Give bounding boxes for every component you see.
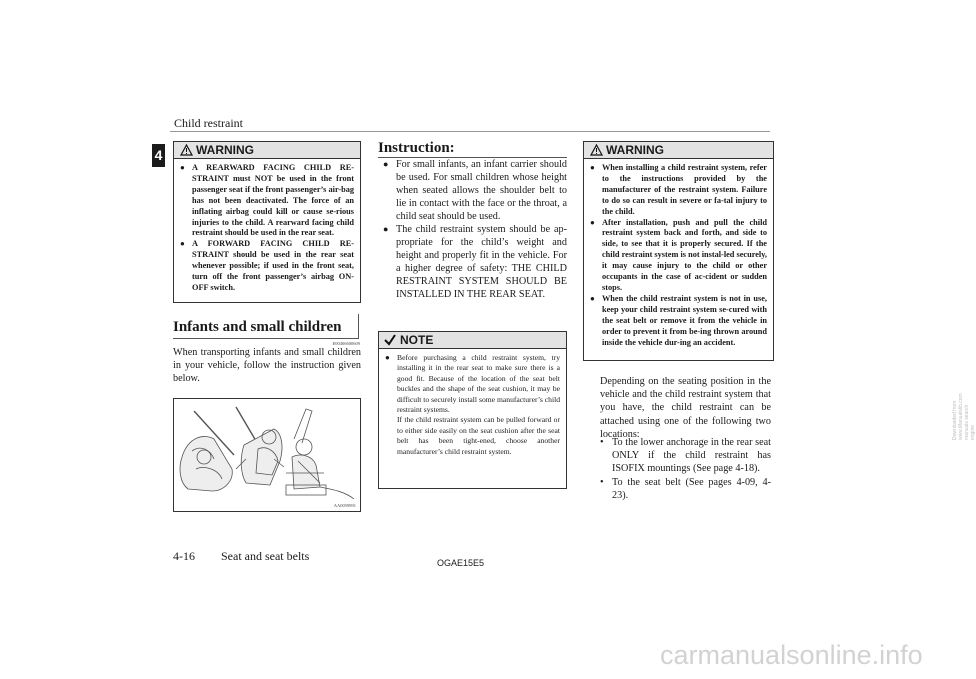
note-box	[378, 331, 567, 489]
warning-header	[584, 142, 773, 159]
section-title-rule	[173, 338, 359, 339]
instruction-item: ● The child restraint system should be ap-propriate for the child’s weight and height and properly fit in the vehicle. For a higher degree of safety: THE CHILD RESTRAINT SYSTEM SHOULD BE INSTALLED IN THE REAR SEAT.	[383, 224, 567, 300]
footer-section: Seat and seat belts	[221, 549, 310, 563]
location-item: • To the seat belt (See pages 4-09, 4-23).	[600, 476, 771, 501]
depending-list	[600, 436, 771, 502]
warning-item: ● A FORWARD FACING CHILD RE-STRAINT should be used in the rear seat whenever possible; if used in the front seat, turn off the front passenger’s airbag ON-OFF switch.	[180, 239, 354, 292]
warning-item: ● After installation, push and pull the child restraint system back and forth, and side to side, to see that it is properly secured. If the child restraint system is not instal-led securely, it may cause injury to the child or other occupants in the case of ac-cident or sudden stops.	[590, 217, 767, 292]
warning-box-2	[583, 141, 774, 361]
instruction-list	[383, 158, 567, 301]
child-seat-illustration	[174, 399, 360, 511]
section-body: When transporting infants and small children in your vehicle, follow the instruction given below.	[173, 347, 361, 384]
instruction-title: Instruction:	[378, 140, 455, 156]
section-rule-tick	[358, 314, 359, 339]
bullet-icon: ●	[383, 159, 389, 169]
location-item: • To the lower anchorage in the rear seat ONLY if the child restraint has ISOFIX mountings (See page 4-18).	[600, 437, 771, 475]
footer-code: OGAE15E5	[437, 558, 485, 568]
running-header: Child restraint	[174, 116, 243, 130]
warning-triangle-icon	[590, 144, 603, 156]
figure-code: AA0059891	[333, 503, 356, 508]
bullet-icon: ●	[383, 224, 389, 234]
bullet-icon: ●	[385, 353, 390, 362]
page-number: 4-16	[173, 549, 195, 563]
warning-header	[174, 142, 360, 159]
note-check-icon	[384, 334, 396, 346]
section-code: E00406600609	[332, 341, 360, 346]
chapter-tab: 4	[152, 144, 165, 167]
instruction-item: ● For small infants, an infant carrier should be used. For small children whose height when seated allows the shoulder belt to lie in contact with the face or the throat, a child seat should be used.	[383, 159, 567, 222]
bullet-icon: ●	[180, 239, 185, 249]
child-seat-figure	[173, 398, 361, 512]
bullet-icon: •	[600, 437, 604, 448]
bullet-icon: •	[600, 476, 604, 488]
warning-triangle-icon	[180, 144, 193, 156]
site-watermark: carmanualsonline.info	[660, 640, 923, 670]
bullet-icon: ●	[590, 293, 595, 303]
note-title: NOTE	[400, 333, 434, 347]
note-header	[379, 332, 566, 349]
bullet-icon: ●	[180, 163, 185, 172]
bullet-icon: ●	[590, 217, 595, 227]
section-title: Infants and small children	[173, 319, 342, 335]
warning-item: ● A REARWARD FACING CHILD RE-STRAINT must NOT be used in the front passenger seat if the front passenger’s air-bag has not been deactivated. The force of an inflating airbag could kill or cause se-rious injuries to the child. A rearward facing child restraint should be used in the rear seat.	[180, 163, 354, 238]
warning-title: WARNING	[606, 143, 664, 157]
header-rule	[170, 131, 770, 132]
note-item: ● Before purchasing a child restraint system, try installing it in the rear seat to make sure there is a good fit. Because of the location of the seat belt buckles and the shape of the seat cushion, it may be difficult to securely install some manufacturer’s child restraint systems. If the child restraint system can be pulled forward or to either side easily on the seat cushion after the seat belt has been tight-ened, choose another manufacturer’s child restraint system.	[385, 353, 560, 456]
warning-title: WARNING	[196, 143, 254, 157]
bullet-icon: ●	[590, 163, 595, 172]
warning-item: ● When installing a child restraint system, refer to the instructions provided by the manufacturer of the restraint system. Failure to do so can result in severe or fa-tal injury to the child.	[590, 163, 767, 216]
depending-body: Depending on the seating position in the vehicle and the child restraint system that you have, the child restraint can be attached using one of the following two locations:	[600, 376, 771, 440]
warning-item: ● When the child restraint system is not in use, keep your child restraint system se-cured with the seat belt or remove it from the vehicle in order to prevent it from be-ing thrown around inside the vehicle dur-ing an accident.	[590, 293, 767, 347]
warning-box-1	[173, 141, 361, 303]
side-watermark: Downloaded from www.Manualslib.com manuals search engine	[952, 393, 976, 440]
